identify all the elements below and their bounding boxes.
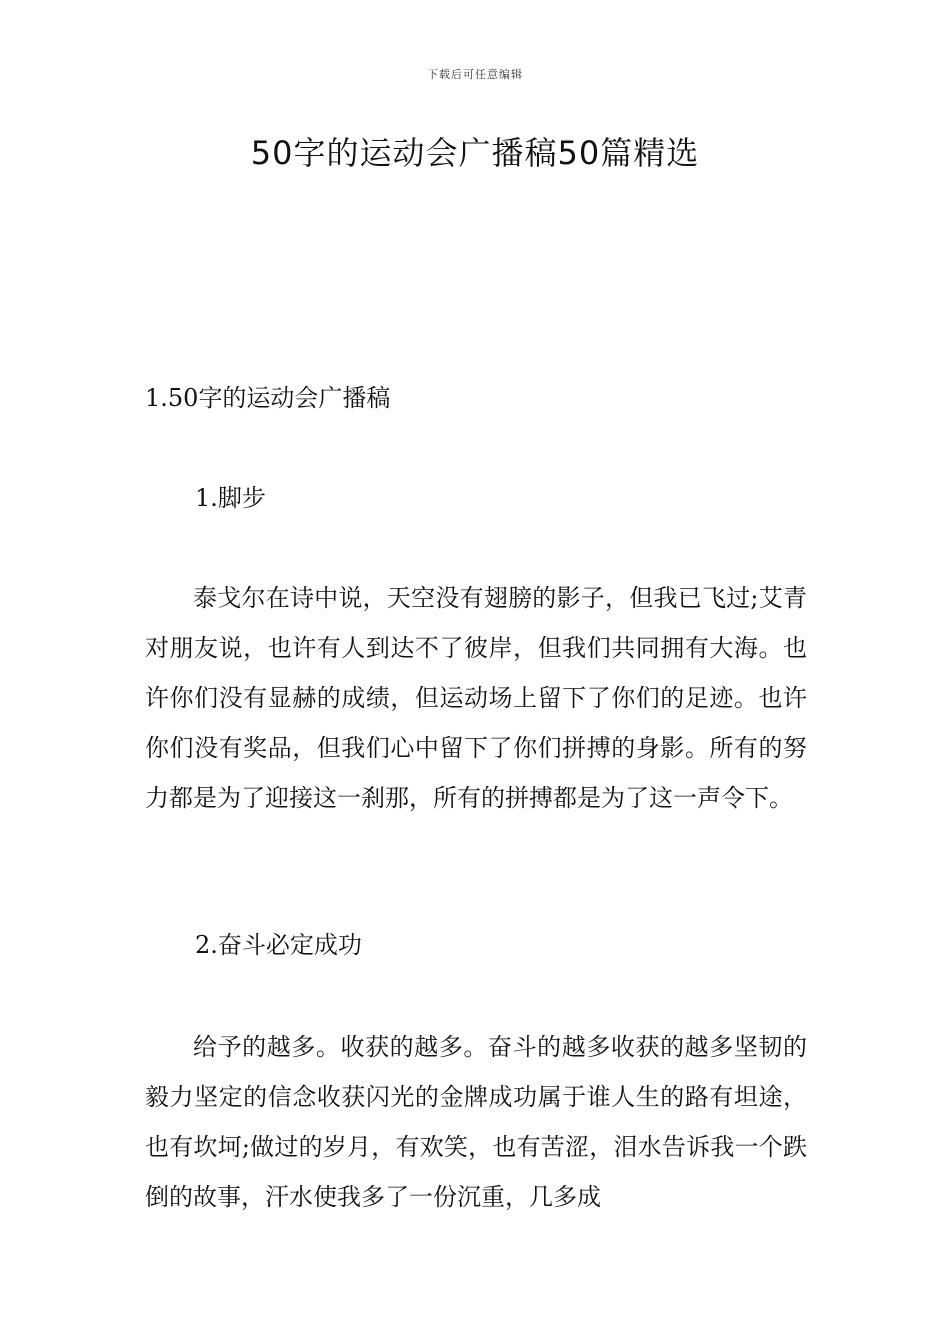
- item-paragraph-2: 给予的越多。收获的越多。奋斗的越多收获的越多坚韧的毅力坚定的信念收获闪光的金牌成功属于谁人生的路有坦途，也有坎坷;做过的岁月，有欢笑，也有苦涩，泪水告诉我一个跌倒的故事，汗水使我多了一份沉重，几多成: [145, 1033, 807, 1211]
- header-note: 下载后可任意编辑: [427, 68, 523, 81]
- item-heading-2: 2.奋斗必定成功: [195, 931, 362, 959]
- item-heading-1: 1.脚步: [195, 484, 266, 512]
- section-heading: 1.50字的运动会广播稿: [145, 384, 391, 412]
- item-body-1: [145, 573, 807, 823]
- item-paragraph-1: 泰戈尔在诗中说，天空没有翅膀的影子，但我已飞过;艾青对朋友说，也许有人到达不了彼岸，但我们共同拥有大海。也许你们没有显赫的成绩，但运动场上留下了你们的足迹。也许你们没有奖品，但我们心中留下了你们拼搏的身影。所有的努力都是为了迎接这一刹那，所有的拼搏都是为了这一声令下。: [145, 584, 807, 812]
- document-title: 50字的运动会广播稿50篇精选: [250, 134, 700, 172]
- item-body-2: [145, 1022, 807, 1222]
